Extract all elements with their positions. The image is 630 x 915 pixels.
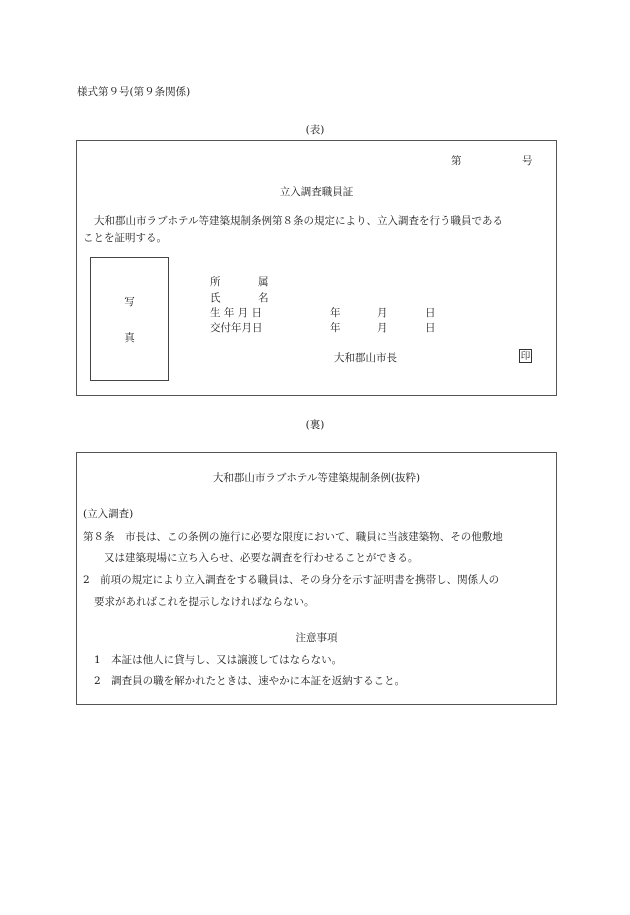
back-side-label: (裏) bbox=[305, 419, 325, 431]
card-number-suffix: 号 bbox=[522, 155, 533, 167]
ordinance-title: 大和郡山市ラブホテル等建築規制条例(抜粋) bbox=[212, 472, 421, 484]
birthdate-month-unit: 月 bbox=[377, 307, 388, 319]
paragraph-2-line-1: 2 前項の規定により立入調査をする職員は、その身分を示す証明書を携帯し、関係人の bbox=[83, 574, 500, 586]
card-body-line-1: 大和郡山市ラブホテル等建築規制条例第８条の規定により、立入調査を行う職員である bbox=[94, 215, 503, 227]
birthdate-label: 生 年 月 日 bbox=[210, 307, 263, 319]
birthdate-day-unit: 日 bbox=[425, 307, 436, 319]
article-8-line-1: 第８条 市長は、この条例の施行に必要な限度において、職員に当該建築物、その他敷地 bbox=[83, 531, 503, 543]
form-number-label: 様式第９号(第９条関係) bbox=[77, 86, 191, 98]
card-number-prefix: 第 bbox=[451, 155, 462, 167]
seal-mark: 印 bbox=[520, 351, 531, 362]
photo-char-1: 写 bbox=[124, 296, 135, 308]
note-item-1: 1 本証は他人に貸与し、又は譲渡してはならない。 bbox=[94, 654, 343, 666]
affiliation-label-2: 属 bbox=[258, 276, 269, 288]
name-label-1: 氏 bbox=[210, 292, 221, 304]
card-body-line-2: ことを証明する。 bbox=[83, 232, 167, 244]
name-label-2: 名 bbox=[258, 292, 269, 304]
front-side-label: (表) bbox=[305, 124, 325, 136]
article-8-line-2: 又は建築現場に立ち入らせ、必要な調査を行わせることができる。 bbox=[104, 552, 419, 564]
card-title: 立入調査職員証 bbox=[279, 186, 354, 198]
paragraph-2-line-2: 要求があればこれを提示しなければならない。 bbox=[94, 596, 315, 608]
photo-placeholder bbox=[90, 257, 169, 381]
notes-title: 注意事項 bbox=[295, 632, 338, 644]
section-heading: (立入調査) bbox=[83, 508, 134, 520]
birthdate-year-unit: 年 bbox=[330, 307, 341, 319]
photo-char-2: 真 bbox=[124, 332, 135, 344]
issue-date-month-unit: 月 bbox=[377, 322, 388, 334]
issue-date-day-unit: 日 bbox=[425, 322, 436, 334]
issuer-name: 大和郡山市長 bbox=[334, 352, 397, 364]
issue-date-year-unit: 年 bbox=[330, 322, 341, 334]
id-card-back bbox=[76, 452, 557, 705]
issue-date-label: 交付年月日 bbox=[210, 322, 263, 334]
id-card-front bbox=[76, 140, 557, 396]
affiliation-label-1: 所 bbox=[210, 276, 221, 288]
note-item-2: 2 調査員の職を解かれたときは、速やかに本証を返納すること。 bbox=[94, 675, 406, 687]
